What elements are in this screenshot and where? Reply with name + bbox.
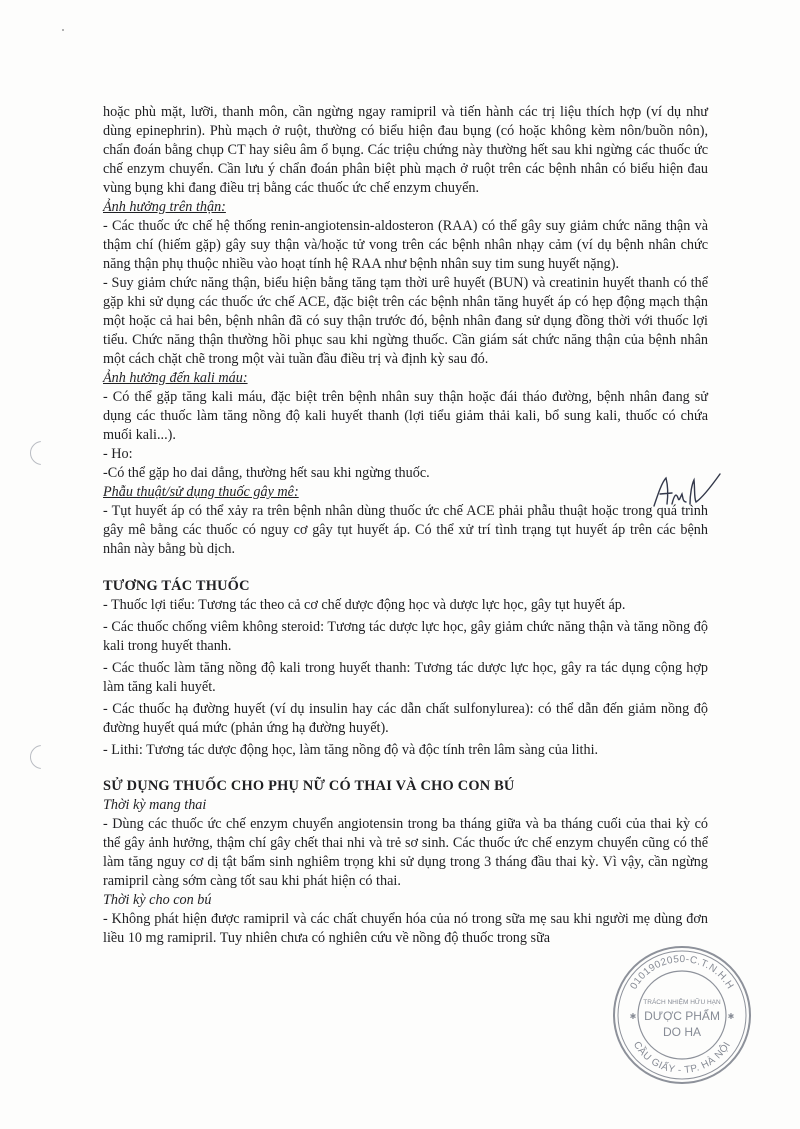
paragraph: - Thuốc lợi tiểu: Tương tác theo cả cơ chế dược động học và dược lực học, gây tụt huyết áp. <box>103 597 626 613</box>
stamp-star-left: ✱ <box>629 1012 637 1021</box>
subsection-title: Phẫu thuật/sử dụng thuốc gây mê: <box>103 484 299 500</box>
stamp-ring-top-text: 0101902050-C.T.N.H.H <box>628 953 736 992</box>
section-heading: SỬ DỤNG THUỐC CHO PHỤ NỮ CÓ THAI VÀ CHO CON BÚ <box>103 778 515 794</box>
stamp-line-3: DO HA <box>662 1025 702 1039</box>
paragraph: - Các thuốc chống viêm không steroid: Tương tác dược lực học, gây giảm chức năng thận và tăng nồng độ kali trong huyết thanh. <box>103 619 708 654</box>
subsection-title: Thời kỳ mang thai <box>103 797 207 813</box>
paragraph: - Ho: <box>103 446 133 462</box>
stamp-star-right: ✱ <box>727 1012 735 1021</box>
paragraph: - Các thuốc hạ đường huyết (ví dụ insulin hay các dẫn chất sulfonylurea): có thể dẫn đến giảm nồng độ đường huyết quá mức (phản ứng hạ đường huyết). <box>103 701 708 736</box>
subsection-title: Ảnh hưởng trên thận: <box>103 199 226 215</box>
spacer <box>103 559 708 577</box>
paragraph: - Tụt huyết áp có thể xảy ra trên bệnh nhân dùng thuốc ức chế ACE phải phẫu thuật hoặc trong quá trình gây mê bằng các thuốc có nguy cơ gây tụt huyết áp. Có thể xử trí tình trạng tụt huyết áp trên các bệnh nhân này bằng bù dịch. <box>103 503 708 557</box>
punch-hole-upper <box>30 441 54 465</box>
document-body <box>103 103 708 948</box>
paragraph: - Các thuốc ức chế hệ thống renin-angiotensin-aldosteron (RAA) có thể gây suy giảm chức năng thận và thậm chí (hiếm gặp) gây suy thận và/hoặc tử vong trên các bệnh nhân nhạy cảm (ví dụ bệnh nhân chức năng thận phụ thuộc nhiều vào hoạt tính hệ RAA như bệnh nhân suy tim sung huyết nặng). <box>103 218 708 272</box>
paragraph: - Dùng các thuốc ức chế enzym chuyển angiotensin trong ba tháng giữa và ba tháng cuối của thai kỳ có thể gây ảnh hưởng, thậm chí gây chết thai nhi và trẻ sơ sinh. Các thuốc ức chế enzym chuyển cũng có thể làm tăng nguy cơ dị tật bẩm sinh nghiêm trọng khi sử dụng trong 3 tháng đầu thai kỳ. Vì vậy, cần ngừng ramipril càng sớm càng tốt sau khi phát hiện có thai. <box>103 816 708 889</box>
paragraph: -Có thể gặp ho dai dẳng, thường hết sau khi ngừng thuốc. <box>103 465 430 481</box>
paragraph: - Có thể gặp tăng kali máu, đặc biệt trên bệnh nhân suy thận hoặc đái tháo đường, bệnh nhân đang sử dụng các thuốc làm tăng nồng độ kali huyết thanh (lợi tiểu giảm thải kali, bổ sung kali, thuốc có chứa muối kali...). <box>103 389 708 443</box>
subsection-title: Thời kỳ cho con bú <box>103 892 212 908</box>
paragraph: - Không phát hiện được ramipril và các chất chuyển hóa của nó trong sữa mẹ sau khi người mẹ dùng đơn liều 10 mg ramipril. Tuy nhiên chưa có nghiên cứu về nồng độ thuốc trong sữa <box>103 911 708 946</box>
paragraph: hoặc phù mặt, lưỡi, thanh môn, cần ngừng ngay ramipril và tiến hành các trị liệu thích hợp (ví dụ như dùng epinephrin). Phù mạch ở ruột, thường có biểu hiện đau bụng (có hoặc không kèm nôn/buồn nôn), chẩn đoán bằng chụp CT hay siêu âm ổ bụng. Các triệu chứng này thường hết sau khi ngừng các thuốc ức chế enzym chuyển. Cần lưu ý chẩn đoán phân biệt phù mạch ở ruột trên các bệnh nhân có biểu hiện đau vùng bụng khi đang điều trị bằng các thuốc ức chế enzym chuyển. <box>103 104 708 196</box>
paragraph: - Suy giảm chức năng thận, biểu hiện bằng tăng tạm thời urê huyết (BUN) và creatinin huyết thanh có thể gặp khi sử dụng các thuốc ức chế ACE, đặc biệt trên các bệnh nhân tăng huyết áp có hẹp động mạch thận một hoặc cả hai bên, bệnh nhân đã có suy thận trước đó, bệnh nhân đang sử dụng đồng thời với thuốc lợi tiểu. Chức năng thận thường hồi phục sau khi ngừng thuốc. Cần giám sát chức năng thận của bệnh nhân một cách chặt chẽ trong một vài tuần đầu điều trị và định kỳ sau đó. <box>103 275 708 367</box>
section-heading: TƯƠNG TÁC THUỐC <box>103 578 250 594</box>
paragraph: - Các thuốc làm tăng nồng độ kali trong huyết thanh: Tương tác dược lực học, gây ra tác dụng cộng hợp làm tăng kali huyết. <box>103 660 708 695</box>
scan-speck <box>62 29 64 31</box>
handwritten-signature <box>650 468 722 512</box>
punch-hole-lower <box>30 745 54 769</box>
spacer <box>103 760 708 777</box>
paragraph: - Lithi: Tương tác dược động học, làm tăng nồng độ và độc tính trên lâm sàng của lithi. <box>103 742 599 758</box>
svg-text:0101902050-C.T.N.H.H <box>628 954 735 991</box>
svg-text:CẦU GIẤY - TP. HÀ NỘI <box>631 1040 733 1076</box>
subsection-title: Ảnh hưởng đến kali máu: <box>103 370 248 386</box>
company-seal <box>607 940 757 1090</box>
stamp-line-1: TRÁCH NHIỆM HỮU HẠN <box>643 999 721 1006</box>
stamp-line-2: DƯỢC PHẨM <box>644 1009 720 1023</box>
stamp-ring-bottom-text: CẦU GIẤY - TP. HÀ NỘI <box>630 1039 734 1077</box>
